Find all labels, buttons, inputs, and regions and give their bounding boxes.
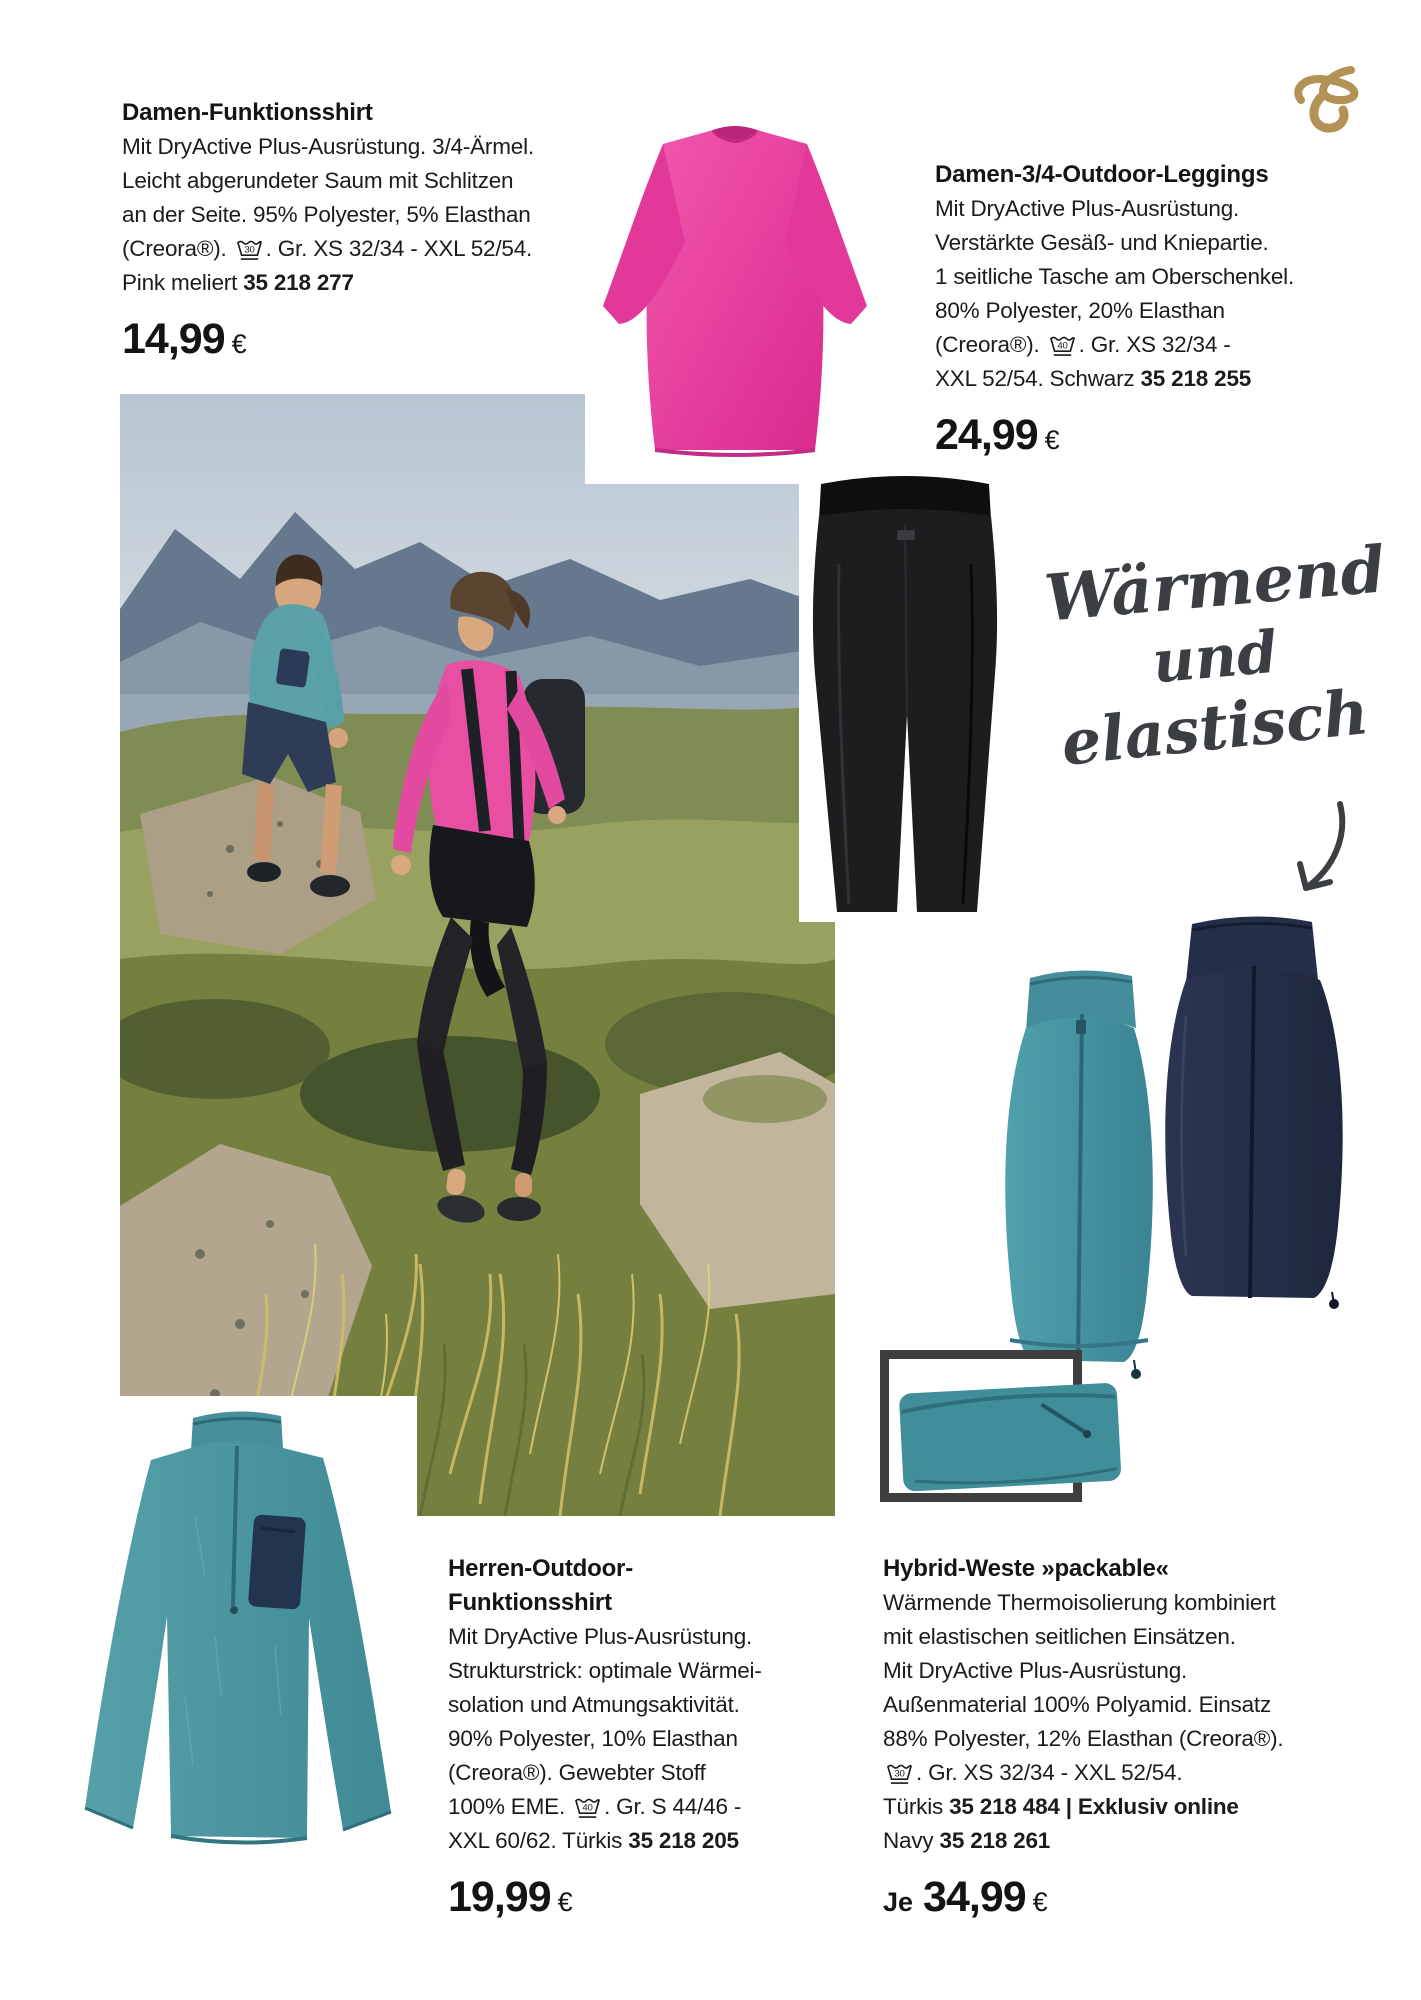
desc-line [883, 1824, 1383, 1858]
desc-bold-text: 35 218 261 [939, 1828, 1051, 1853]
desc-line [883, 1654, 1383, 1688]
desc-text: Mit DryActive Plus-Ausrüstung. [883, 1658, 1188, 1683]
desc-text: XXL 60/62. Türkis [448, 1828, 629, 1853]
price-currency: € [1032, 1887, 1048, 1917]
callout-script-text [1025, 532, 1405, 780]
desc-line [935, 226, 1385, 260]
desc-line [448, 1654, 808, 1688]
desc-text: solation und Atmungsaktivität. [448, 1692, 740, 1717]
svg-text:40: 40 [582, 1802, 593, 1814]
desc-bold-text: | Exklusiv online [1059, 1794, 1239, 1819]
price-prefix: Je [883, 1887, 914, 1917]
product-description [883, 1586, 1383, 1858]
desc-text: Wärmende Thermoisolierung kombiniert [883, 1590, 1276, 1615]
desc-line [122, 130, 532, 164]
hero-photo-scene [120, 394, 835, 1516]
product-title: Herren-Outdoor- [448, 1555, 633, 1582]
desc-text: . Gr. XS 32/34 - XXL 52/54. [916, 1760, 1183, 1785]
product-title: Damen-3/4-Outdoor-Leggings [935, 161, 1269, 188]
desc-text: Pink meliert [122, 270, 244, 295]
svg-text:30: 30 [243, 244, 255, 256]
desc-text: Türkis [883, 1794, 950, 1819]
product-price [935, 411, 1385, 460]
desc-text: Außenmaterial 100% Polyamid. Einsatz [883, 1692, 1271, 1717]
desc-text: Mit DryActive Plus-Ausrüstung. [935, 196, 1240, 221]
desc-text: Navy [883, 1828, 940, 1853]
desc-text: 90% Polyester, 10% Elasthan [448, 1726, 738, 1751]
product-description [122, 130, 532, 300]
desc-line [883, 1790, 1383, 1824]
desc-bold-text: 35 218 205 [628, 1828, 739, 1853]
desc-text: (Creora®). [122, 236, 233, 261]
desc-text: (Creora®). Gewebter Stoff [448, 1760, 706, 1785]
desc-line [883, 1756, 1383, 1790]
desc-line [448, 1620, 808, 1654]
desc-line [122, 198, 532, 232]
desc-text: Mit DryActive Plus-Ausrüstung. 3/4-Ärmel. [122, 134, 534, 159]
desc-text: an der Seite. 95% Polyester, 5% Elasthan [122, 202, 531, 227]
desc-line [448, 1756, 808, 1790]
desc-text: . Gr. XS 32/34 - [1078, 332, 1231, 357]
desc-line [935, 362, 1385, 396]
product-title: Hybrid-Weste »packable« [883, 1555, 1169, 1582]
price-currency: € [557, 1887, 573, 1917]
pink-shirt-image [585, 92, 885, 484]
desc-text: 100% EME. [448, 1794, 572, 1819]
product-price [122, 315, 532, 364]
wash-icon-40 [573, 1794, 602, 1819]
desc-text: 1 seitliche Tasche am Oberschenkel. [935, 264, 1295, 289]
product-block-damen-leggings [935, 158, 1385, 460]
wash-icon-30 [235, 236, 264, 261]
product-title: Damen-Funktionsshirt [122, 99, 373, 126]
wash-icon-40 [1048, 332, 1077, 357]
desc-line [122, 266, 532, 300]
desc-line [883, 1688, 1383, 1722]
desc-line [122, 164, 532, 198]
callout-arrow-icon [1288, 798, 1352, 902]
callout-word-3: elastisch [1057, 675, 1372, 780]
desc-text: Strukturstrick: optimale Wärmei- [448, 1658, 762, 1683]
product-block-damen-funktionsshirt [122, 96, 532, 364]
desc-text: Mit DryActive Plus-Ausrüstung. [448, 1624, 753, 1649]
desc-text: 88% Polyester, 12% Elasthan (Creora®). [883, 1726, 1284, 1751]
desc-line [122, 232, 532, 266]
product-description [448, 1620, 808, 1858]
desc-text: Leicht abgerundeter Saum mit Schlitzen [122, 168, 514, 193]
desc-line [935, 260, 1385, 294]
pouch-image [890, 1366, 1136, 1502]
desc-text: (Creora®). [935, 332, 1046, 357]
desc-line [448, 1722, 808, 1756]
leggings-image [799, 464, 1011, 922]
desc-line [448, 1688, 808, 1722]
desc-text: 80% Polyester, 20% Elasthan [935, 298, 1225, 323]
wash-icon-30 [885, 1760, 914, 1785]
price-currency: € [231, 329, 247, 359]
desc-line [883, 1722, 1383, 1756]
product-price [883, 1873, 1383, 1922]
product-block-hybrid-weste [883, 1552, 1383, 1922]
desc-text: Verstärkte Gesäß- und Kniepartie. [935, 230, 1269, 255]
desc-text: . Gr. S 44/46 - [604, 1794, 742, 1819]
product-description [935, 192, 1385, 396]
desc-line [448, 1790, 808, 1824]
product-block-herren-funktionsshirt [448, 1552, 808, 1922]
product-title-line2: Funktionsshirt [448, 1589, 612, 1616]
svg-text:30: 30 [894, 1768, 905, 1780]
hero-photo-hikers [120, 394, 835, 1516]
desc-line [883, 1620, 1383, 1654]
price-amount: 14,99 [122, 315, 225, 363]
callout-word-2: und [1149, 617, 1281, 697]
price-amount: 34,99 [923, 1873, 1026, 1921]
desc-bold-text: 35 218 484 [949, 1794, 1060, 1819]
desc-line [935, 192, 1385, 226]
desc-line [935, 328, 1385, 362]
desc-line [883, 1586, 1383, 1620]
desc-text: XXL 52/54. Schwarz [935, 366, 1141, 391]
desc-line [448, 1824, 808, 1858]
desc-line [935, 294, 1385, 328]
turquoise-vest-image [966, 948, 1198, 1388]
desc-text: mit elastischen seitlichen Einsätzen. [883, 1624, 1236, 1649]
callout-word-1: Wärmend [1041, 532, 1389, 637]
price-amount: 24,99 [935, 411, 1038, 459]
svg-text:40: 40 [1056, 340, 1068, 352]
desc-text: . Gr. XS 32/34 - XXL 52/54. [265, 236, 533, 261]
desc-bold-text: 35 218 255 [1140, 366, 1252, 391]
price-amount: 19,99 [448, 1873, 551, 1921]
desc-bold-text: 35 218 277 [243, 270, 354, 295]
price-currency: € [1044, 425, 1060, 455]
product-price [448, 1873, 808, 1922]
mens-shirt-image [55, 1396, 417, 1872]
brand-logo-icon [1291, 48, 1369, 140]
